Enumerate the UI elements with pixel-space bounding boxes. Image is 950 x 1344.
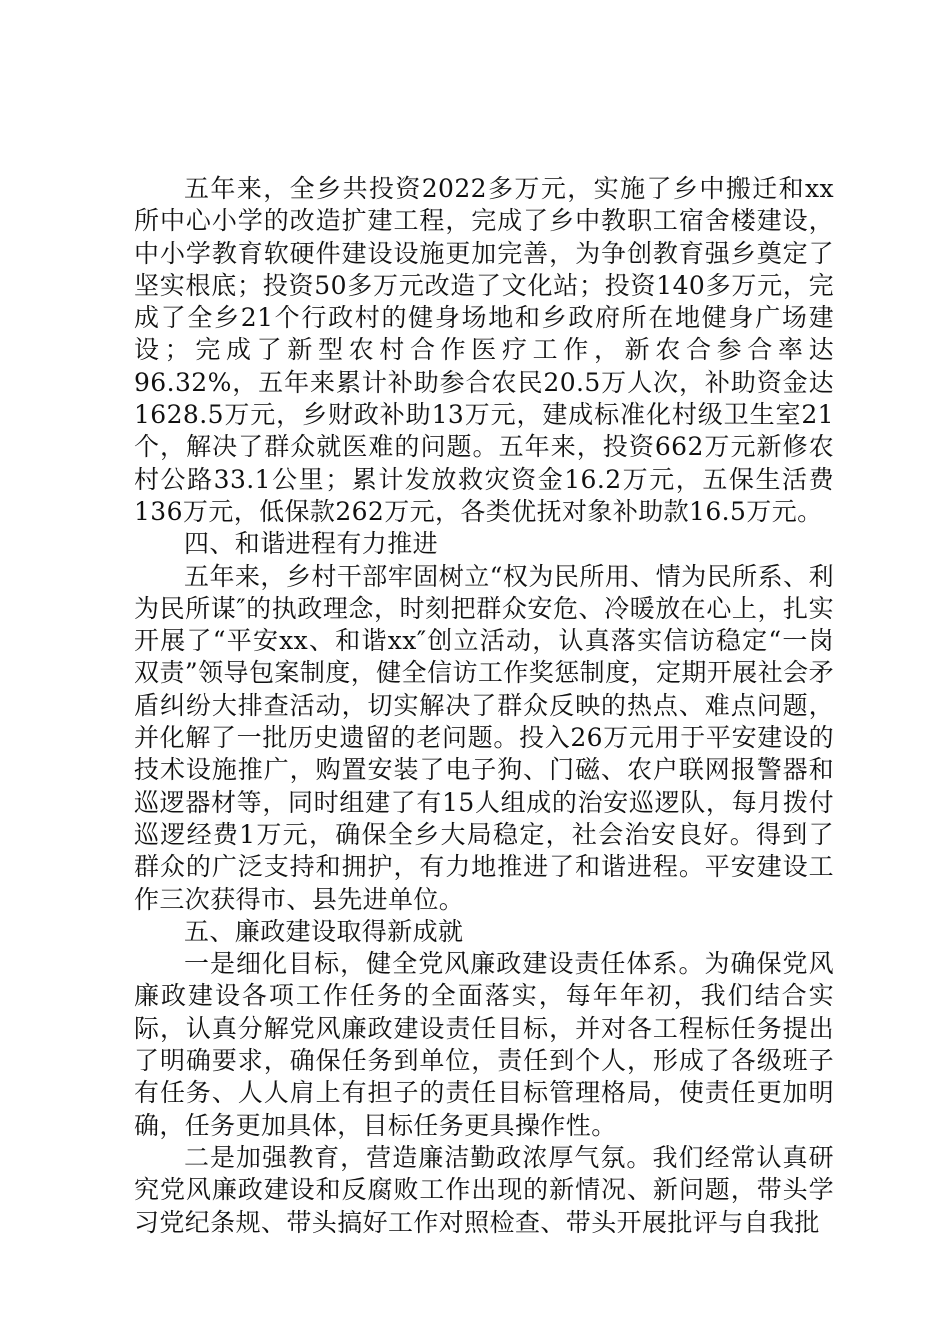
document-body [134, 173, 834, 1239]
paragraph-education-atmosphere: 二是加强教育，营造廉洁勤政浓厚气氛。我们经常认真研究党风廉政建设和反腐败工作出现的新情况、新问题，带头学习党纪条规、带头搞好工作对照检查、带头开展批评与自我批 [134, 1142, 834, 1237]
section-heading-harmony: 四、和谐进程有力推进 [184, 529, 439, 559]
paragraph-harmony-progress: 五年来，乡村干部牢固树立“权为民所用、情为民所系、利为民所谋″的执政理念，时刻把群众安危、冷暖放在心上，扎实开展了“平安xx、和谐xx″创立活动，认真落实信访稳定“一岗双责”领导包案制度，健全信访工作奖惩制度，定期开展社会矛盾纠纷大排查活动，切实解决了群众反映的热点、难点问题，并化解了一批历史遗留的老问题。投入26万元用于平安建设的技术设施推广，购置安装了电子狗、门磁、农户联网报警器和巡逻器材等，同时组建了有15人组成的治安巡逻队，每月拨付巡逻经费1万元，确保全乡大局稳定，社会治安良好。得到了群众的广泛支持和拥护，有力地推进了和谐进程。平安建设工作三次获得市、县先进单位。 [134, 561, 834, 914]
paragraph-investment-summary: 五年来，全乡共投资2022多万元，实施了乡中搬迁和xx所中心小学的改造扩建工程，完成了乡中教职工宿舍楼建设，中小学教育软硬件建设设施更加完善，为争创教育强乡奠定了坚实根底；投资50多万元改造了文化站；投资140多万元，完成了全乡21个行政村的健身场地和乡政府所在地健身广场建设；完成了新型农村合作医疗工作，新农合参合率达96.32%，五年来累计补助参合农民20.5万人次，补助资金达1628.5万元，乡财政补助13万元，建成标准化村级卫生室21个，解决了群众就医难的问题。五年来，投资662万元新修农村公路33.1公里；累计发放救灾资金16.2万元，五保生活费136万元，低保款262万元，各类优抚对象补助款16.5万元。 [134, 174, 834, 526]
section-heading-integrity: 五、廉政建设取得新成就 [184, 916, 464, 946]
paragraph-responsibility-system: 一是细化目标，健全党风廉政建设责任体系。为确保党风廉政建设各项工作任务的全面落实，每年年初，我们结合实际，认真分解党风廉政建设责任目标，并对各工程标任务提出了明确要求，确保任务到单位，责任到个人，形成了各级班子有任务、人人肩上有担子的责任目标管理格局，使责任更加明确，任务更加具体，目标任务更具操作性。 [134, 949, 834, 1140]
